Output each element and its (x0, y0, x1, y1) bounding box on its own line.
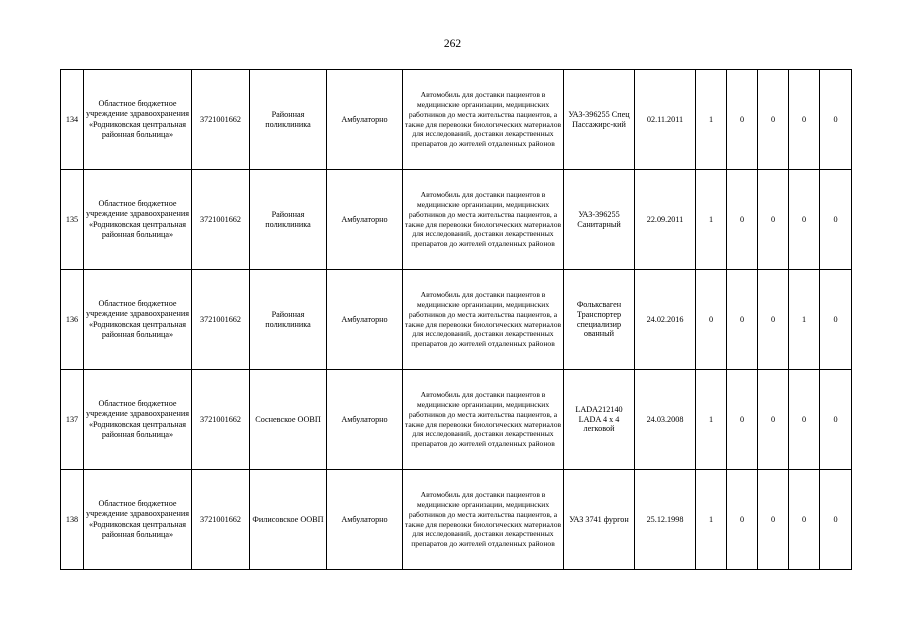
unit-cell: Районная поликлиника (250, 170, 327, 270)
page-number: 262 (443, 38, 462, 50)
care-type-cell: Амбулаторно (327, 370, 403, 470)
count-cell: 0 (727, 170, 758, 270)
unit-cell: Районная поликлиника (250, 270, 327, 370)
count-cell: 0 (696, 270, 727, 370)
organization-cell: Областное бюджетное учреждение здравоохранения «Родниковская центральная районная больница» (84, 470, 192, 570)
inn-cell: 3721001662 (192, 70, 250, 170)
unit-cell: Филисовское ООВП (250, 470, 327, 570)
count-cell: 0 (820, 170, 852, 270)
care-type-cell: Амбулаторно (327, 170, 403, 270)
row-number-cell: 137 (61, 370, 84, 470)
table-row (61, 470, 852, 570)
count-cell: 0 (789, 470, 820, 570)
count-cell: 1 (696, 70, 727, 170)
care-type-cell: Амбулаторно (327, 270, 403, 370)
care-type-cell: Амбулаторно (327, 70, 403, 170)
count-cell: 0 (820, 270, 852, 370)
count-cell: 0 (789, 370, 820, 470)
purpose-cell: Автомобиль для доставки пациентов в медицинские организации, медицинских работников до места жительства пациентов, а также для перевозки биологических материалов для исследований, доставки лекарственных препаратов до жителей отдаленных районов (403, 170, 564, 270)
count-cell: 1 (696, 170, 727, 270)
count-cell: 1 (696, 470, 727, 570)
count-cell: 0 (758, 170, 789, 270)
count-cell: 0 (727, 370, 758, 470)
purpose-cell: Автомобиль для доставки пациентов в медицинские организации, медицинских работников до места жительства пациентов, а также для перевозки биологических материалов для исследований, доставки лекарственных препаратов до жителей отдаленных районов (403, 70, 564, 170)
vehicle-cell: LADA212140 LADA 4 x 4 легковой (564, 370, 635, 470)
table-row (61, 370, 852, 470)
vehicle-cell: Фольксваген Транспортер специализир ованный (564, 270, 635, 370)
organization-cell: Областное бюджетное учреждение здравоохранения «Родниковская центральная районная больница» (84, 170, 192, 270)
table-row (61, 270, 852, 370)
count-cell: 0 (820, 370, 852, 470)
count-cell: 0 (758, 370, 789, 470)
care-type-cell: Амбулаторно (327, 470, 403, 570)
organization-cell: Областное бюджетное учреждение здравоохранения «Родниковская центральная районная больница» (84, 270, 192, 370)
inn-cell: 3721001662 (192, 370, 250, 470)
organization-cell: Областное бюджетное учреждение здравоохранения «Родниковская центральная районная больница» (84, 370, 192, 470)
purpose-cell: Автомобиль для доставки пациентов в медицинские организации, медицинских работников до места жительства пациентов, а также для перевозки биологических материалов для исследований, доставки лекарственных препаратов до жителей отдаленных районов (403, 370, 564, 470)
date-cell: 24.03.2008 (635, 370, 696, 470)
count-cell: 0 (820, 70, 852, 170)
purpose-cell: Автомобиль для доставки пациентов в медицинские организации, медицинских работников до места жительства пациентов, а также для перевозки биологических материалов для исследований, доставки лекарственных препаратов до жителей отдаленных районов (403, 470, 564, 570)
count-cell: 1 (696, 370, 727, 470)
count-cell: 0 (727, 470, 758, 570)
count-cell: 0 (789, 70, 820, 170)
inn-cell: 3721001662 (192, 270, 250, 370)
vehicle-cell: УАЗ 3741 фургон (564, 470, 635, 570)
date-cell: 24.02.2016 (635, 270, 696, 370)
inn-cell: 3721001662 (192, 170, 250, 270)
count-cell: 1 (789, 270, 820, 370)
unit-cell: Сосневское ООВП (250, 370, 327, 470)
vehicle-cell: УАЗ-396255 Спец Пассажирс-кий (564, 70, 635, 170)
count-cell: 0 (758, 270, 789, 370)
inn-cell: 3721001662 (192, 470, 250, 570)
count-cell: 0 (820, 470, 852, 570)
date-cell: 25.12.1998 (635, 470, 696, 570)
date-cell: 02.11.2011 (635, 70, 696, 170)
count-cell: 0 (727, 270, 758, 370)
date-cell: 22.09.2011 (635, 170, 696, 270)
unit-cell: Районная поликлиника (250, 70, 327, 170)
row-number-cell: 138 (61, 470, 84, 570)
count-cell: 0 (789, 170, 820, 270)
row-number-cell: 136 (61, 270, 84, 370)
table-row (61, 170, 852, 270)
count-cell: 0 (758, 470, 789, 570)
count-cell: 0 (727, 70, 758, 170)
vehicle-cell: УАЗ-396255 Санитарный (564, 170, 635, 270)
purpose-cell: Автомобиль для доставки пациентов в медицинские организации, медицинских работников до места жительства пациентов, а также для перевозки биологических материалов для исследований, доставки лекарственных препаратов до жителей отдаленных районов (403, 270, 564, 370)
organization-cell: Областное бюджетное учреждение здравоохранения «Родниковская центральная районная больница» (84, 70, 192, 170)
row-number-cell: 135 (61, 170, 84, 270)
row-number-cell: 134 (61, 70, 84, 170)
count-cell: 0 (758, 70, 789, 170)
vehicle-registry-table (60, 69, 852, 570)
table-row (61, 70, 852, 170)
